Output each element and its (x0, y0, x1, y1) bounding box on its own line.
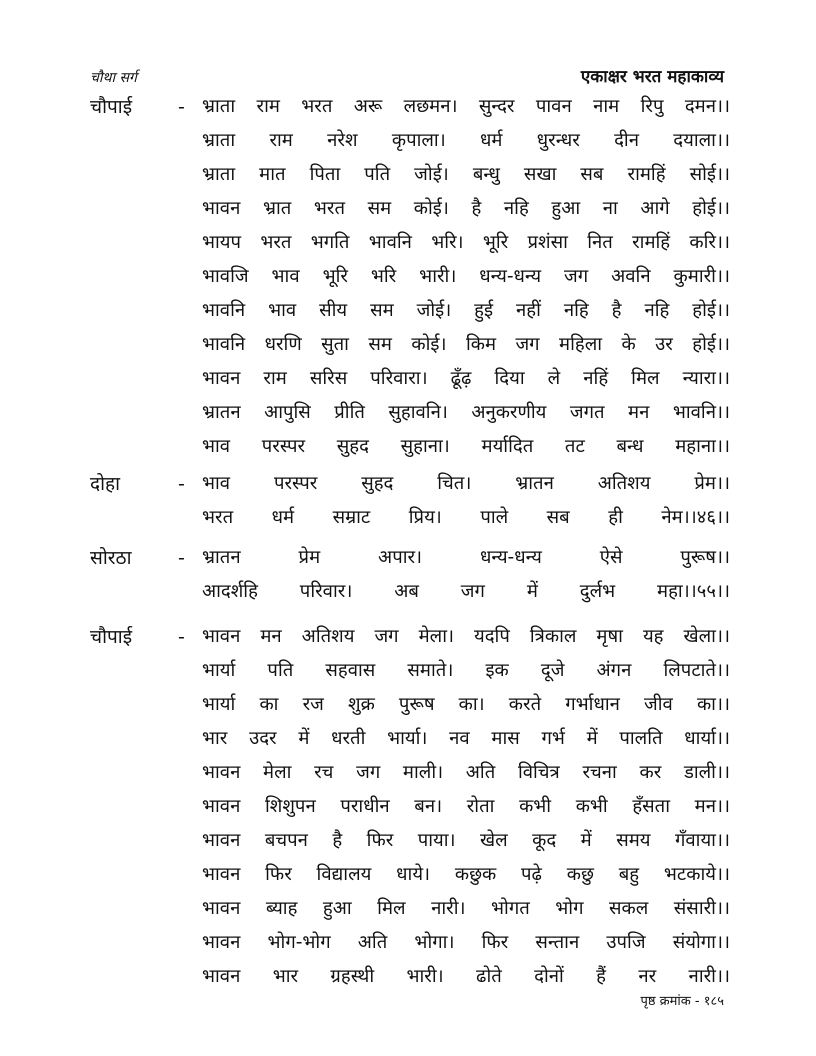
verse-line: भार्या का रज शुक्र पुरूष का। करते गर्भाधान जीव का।। (202, 694, 730, 715)
verse-line: भावन राम सरिस परिवारा। ढूँढ़ दिया ले नहिं मिल न्यारा।। (202, 368, 730, 389)
page-header (90, 64, 724, 88)
verse-line: भावन भोग-भोग अति भोगा। फिर सन्तान उपजि संयोगा।। (202, 932, 730, 953)
verse-line: भ्राता मात पिता पति जोई। बन्धु सखा सब रामहिं सोई।। (202, 164, 730, 185)
verse-lines (202, 467, 730, 535)
verse-lines (202, 620, 730, 994)
verse-line: भ्राता राम भरत अरू लछमन। सुन्दर पावन नाम रिपु दमन।। (202, 96, 730, 117)
stanza-label: सोरठा (90, 547, 132, 569)
verse-line: भार्या पति सहवास समाते। इक दूजे अंगन लिपटाते।। (202, 660, 730, 681)
verse-line: भावनि भाव सीय सम जोई। हुई नहीं नहि है नहि होई।। (202, 300, 730, 321)
book-title: एकाक्षर भरत महाकाव्य (580, 67, 724, 87)
verse-line: भाव परस्पर सुहद सुहाना। मर्यादित तट बन्ध महाना।। (202, 436, 730, 457)
stanza-label: चौपाई (90, 96, 133, 118)
verse-line: भाव परस्पर सुहद चित। भ्रातन अतिशय प्रेम।। (202, 473, 730, 494)
verse-lines (202, 90, 730, 464)
stanza-dash: - (178, 473, 185, 495)
verse-line: भ्राता राम नरेश कृपाला। धर्म धुरन्धर दीन दयाला।। (202, 130, 730, 151)
verse-line: भावन मन अतिशय जग मेला। यदपि त्रिकाल मृषा यह खेला।। (202, 626, 730, 647)
verse-line: भ्रातन आपुसि प्रीति सुहावनि। अनुकरणीय जगत मन भावनि।। (202, 402, 730, 423)
verse-line: भरत धर्म सम्राट प्रिय। पाले सब ही नेम।।४६।। (202, 507, 730, 528)
stanza-dash: - (178, 626, 185, 648)
stanza-dash: - (178, 547, 185, 569)
page-number: पृष्ठ क्रमांक - १८५ (640, 994, 724, 1009)
verse-line: भावन मेला रच जग माली। अति विचित्र रचना कर डाली।। (202, 762, 730, 783)
verse-line: आदर्शहि परिवार। अब जग में दुर्लभ महा।।५५।। (202, 581, 730, 602)
verse-line: भावनि धरणि सुता सम कोई। किम जग महिला के उर होई।। (202, 334, 730, 355)
verse-line: भावन भ्रात भरत सम कोई। है नहि हुआ ना आगे होई।। (202, 198, 730, 219)
verse-line: भावजि भाव भूरि भरि भारी। धन्य-धन्य जग अवनि कुमारी।। (202, 266, 730, 287)
verse-line: भावन शिशुपन पराधीन बन। रोता कभी कभी हँसता मन।। (202, 796, 730, 817)
verse-line: भावन बचपन है फिर पाया। खेल कूद में समय गँवाया।। (202, 830, 730, 851)
verse-line: भ्रातन प्रेम अपार। धन्य-धन्य ऐसे पुरूष।। (202, 547, 730, 568)
verse-line: भायप भरत भगति भावनि भरि। भूरि प्रशंसा नित रामहिं करि।। (202, 232, 730, 253)
stanza-label: दोहा (90, 473, 121, 495)
verse-line: भावन ब्याह हुआ मिल नारी। भोगत भोग सकल संसारी।। (202, 898, 730, 919)
verse-line: भावन फिर विद्यालय धाये। कछुक पढ़े कछु बहु भटकाये।। (202, 864, 730, 885)
verse-line: भावन भार ग्रहस्थी भारी। ढोते दोनों हैं नर नारी।। (202, 966, 730, 987)
verse-lines (202, 541, 730, 609)
stanza-label: चौपाई (90, 626, 133, 648)
verse-line: भार उदर में धरती भार्या। नव मास गर्भ में पालति धार्या।। (202, 728, 730, 749)
chapter-title: चौथा सर्ग (90, 70, 137, 86)
stanza-dash: - (178, 96, 185, 118)
